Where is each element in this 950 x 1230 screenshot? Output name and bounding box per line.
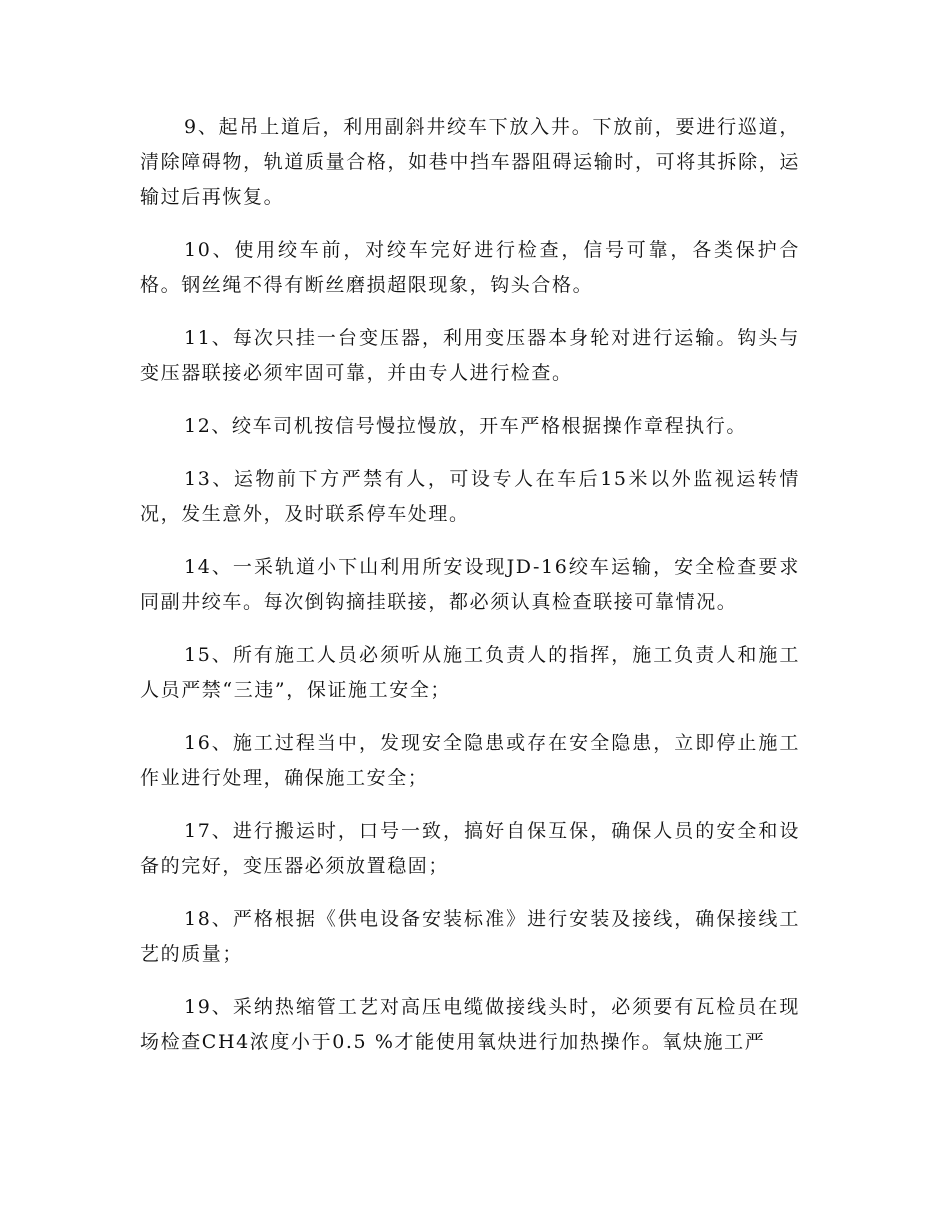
paragraph-14: 14、一采轨道小下山利用所安设现JD-16绞车运输，安全检查要求同副井绞车。每次倒钩摘挂联接，都必须认真检查联接可靠情况。 (140, 556, 800, 613)
paragraph-15: 15、所有施工人员必须听从施工负责人的指挥，施工负责人和施工人员严禁“三违”，保证施工安全； (140, 644, 800, 701)
paragraph-11: 11、每次只挂一台变压器，利用变压器本身轮对进行运输。钩头与变压器联接必须牢固可靠，并由专人进行检查。 (140, 327, 800, 384)
document-body (140, 110, 800, 1078)
paragraph-9: 9、起吊上道后，利用副斜井绞车下放入井。下放前，要进行巡道，清除障碍物，轨道质量合格，如巷中挡车器阻碍运输时，可将其拆除，运输过后再恢复。 (140, 116, 800, 208)
paragraph-17: 17、进行搬运时，口号一致，搞好自保互保，确保人员的安全和设备的完好，变压器必须放置稳固； (140, 820, 800, 877)
paragraph-12: 12、绞车司机按信号慢拉慢放，开车严格根据操作章程执行。 (184, 415, 747, 437)
paragraph-18: 18、严格根据《供电设备安装标准》进行安装及接线，确保接线工艺的质量； (140, 908, 800, 965)
paragraph-13: 13、运物前下方严禁有人，可设专人在车后15米以外监视运转情况，发生意外，及时联系停车处理。 (140, 468, 800, 525)
paragraph-10: 10、使用绞车前，对绞车完好进行检查，信号可靠，各类保护合格。钢丝绳不得有断丝磨损超限现象，钩头合格。 (140, 239, 800, 296)
paragraph-19: 19、采纳热缩管工艺对高压电缆做接线头时，必须要有瓦检员在现场检查CH4浓度小于0.5 %才能使用氧炔进行加热操作。氧炔施工严 (140, 996, 800, 1053)
paragraph-16: 16、施工过程当中，发现安全隐患或存在安全隐患，立即停止施工作业进行处理，确保施工安全； (140, 732, 800, 789)
